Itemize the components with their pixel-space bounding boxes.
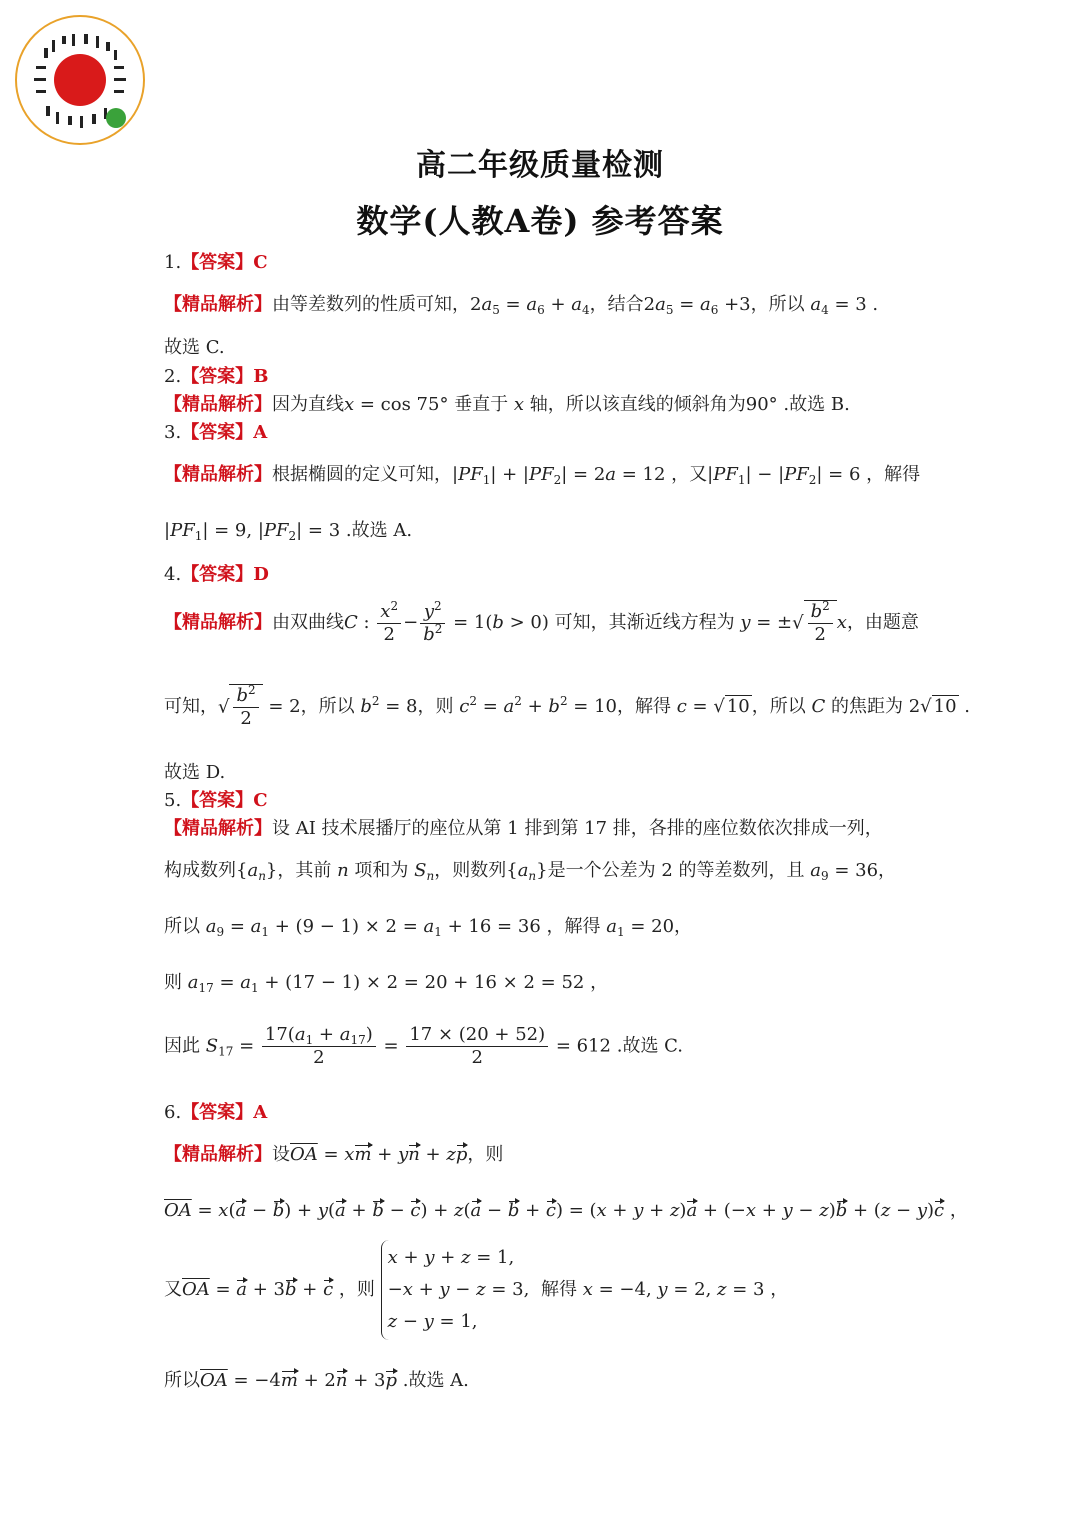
q1-analysis: 【精品解析】由等差数列的性质可知，$2a_5 = a_6 + a_4$，结合$2a_5 = a_6 +3$，所以 $a_4 = 3$ . [164, 294, 879, 317]
q3-analysis: 【精品解析】根据椭圆的定义可知，$|PF_1| + |PF_2| = 2a = 12$ ，又$|PF_1| - |PF_2| = 6$ ，解得 [164, 464, 921, 487]
q2-answer: 2.【答案】B [164, 366, 269, 387]
q6-line3: 又$\overline{OA} = a + 3b + c$ ，则 x + y + z = 1, −x + y − z = 3, z − y = 1, 解得 x = −4, y = 2, z = 3 ， [164, 1240, 788, 1340]
q6-conclusion: 所以$\overline{OA} = -4m + 2n + 3p$ .故选 A. [164, 1370, 469, 1391]
q1-answer: 1.【答案】C [164, 252, 268, 273]
q4-answer: 4.【答案】D [164, 564, 269, 585]
q4-conclusion: 故选 D. [164, 762, 226, 783]
q4-analysis-cont: 可知，√ $\frac{b^2}{2}$ = 2，所以 $b^2 = 8$，则 $c^2 = a^2 + b^2 = 10$，解得 c = √ 10 ，所以 C 的焦距为 2√ 10 . [164, 683, 970, 729]
q6-analysis: 【精品解析】设$\overline{OA}$ = xm + yn + zp，则 [164, 1144, 504, 1165]
q5-line3: 所以 $a_9 = a_1 + (9 - 1) \times 2 = a_1 + 16 = 36$ ，解得 $a_1 = 20$， [164, 916, 693, 939]
document-title: 高二年级质量检测 [416, 148, 664, 183]
q5-line4: 则 $a_{17} = a_1 + (17 - 1) \times 2 = 20 + 16 \times 2 = 52$ ， [164, 972, 609, 995]
q4-analysis: 【精品解析】由双曲线C : $\frac{x^2}{2}$ − $\frac{y^2}{b^2}$ = 1(b > 0) 可知，其渐近线方程为 y = ±√ $\frac{b^2}{2}$ x，由题意 [164, 598, 919, 645]
q5-analysis: 【精品解析】设 AI 技术展播厅的座位从第 1 排到第 17 排，各排的座位数依次排成一列， [164, 818, 883, 839]
jinbangyou-qr-logo [14, 14, 146, 146]
q5-line5: 因此 $S_{17}$ = $\frac{17(a_1 + a_{17})}{2}$ = $\frac{17 \times (20 + 52)}{2}$ = 612 .故选 C. [164, 1024, 684, 1068]
q5-line2: 构成数列$\{a_n\}$，其前 n 项和为 $S_n$，则数列$\{a_n\}$是一个公差为 2 的等差数列，且 $a_9 = 36$， [164, 860, 897, 883]
document-subtitle: 数学(人教A卷) 参考答案 [356, 202, 724, 240]
q3-answer: 3.【答案】A [164, 422, 268, 443]
q3-analysis-cont: $|PF_1| = 9$, $|PF_2| = 3$ .故选 A. [164, 520, 413, 543]
q5-answer: 5.【答案】C [164, 790, 268, 811]
q1-conclusion: 故选 C. [164, 337, 225, 358]
q2-analysis: 【精品解析】因为直线x = cos 75° 垂直于 x 轴，所以该直线的倾斜角为90° .故选 B. [164, 394, 850, 415]
q6-answer: 6.【答案】A [164, 1102, 268, 1123]
q6-line2: $\overline{OA} = x(a - b) + y(a + b - c) + z(a - b + c) = (x + y + z)a + (-x + y - z)b + (z - y)c$ ， [164, 1200, 968, 1221]
